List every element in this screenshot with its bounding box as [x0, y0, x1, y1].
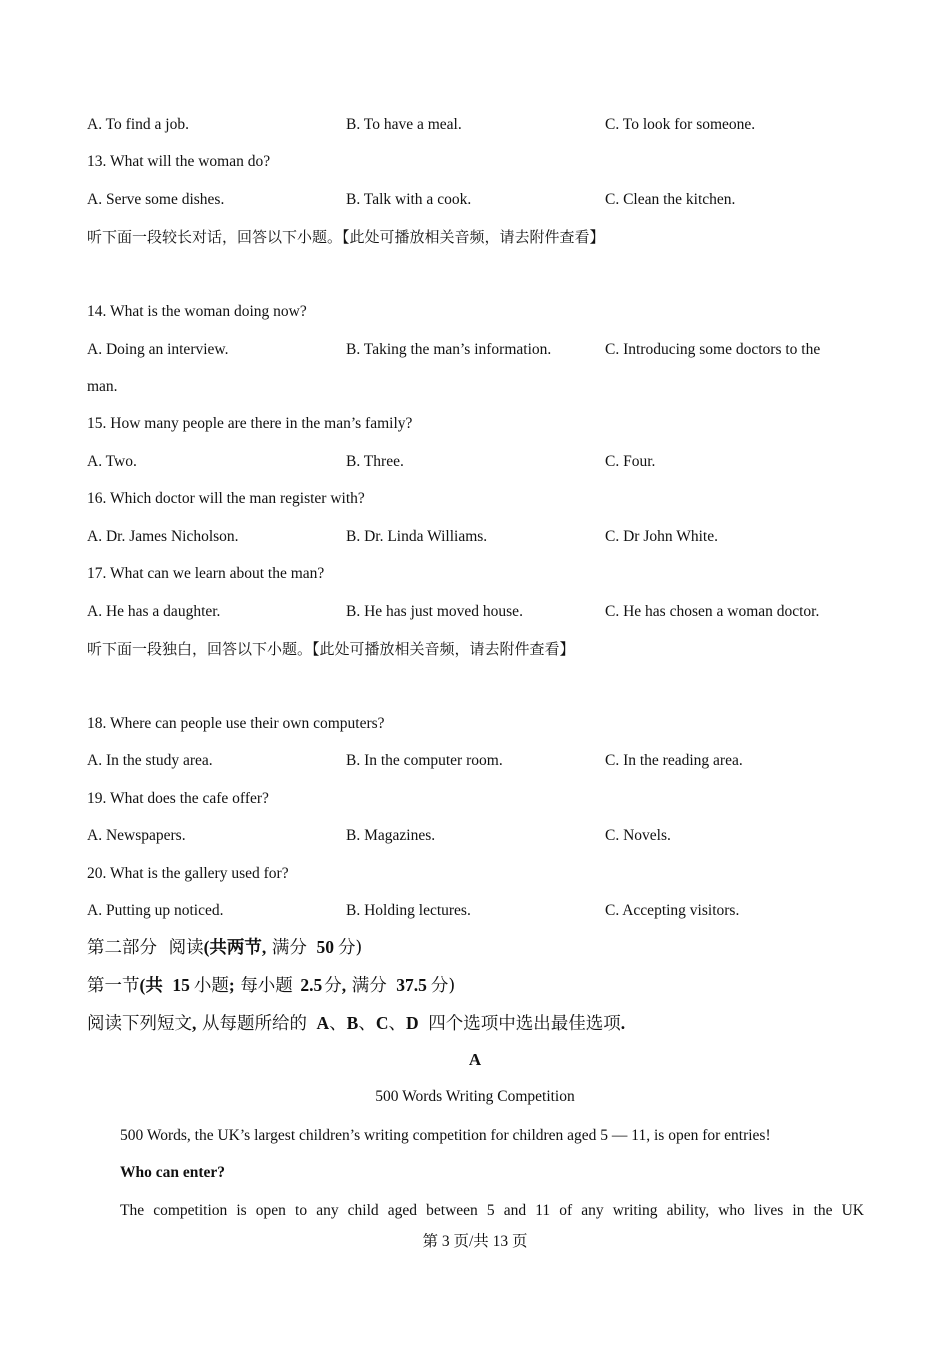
- q16-option-a: A. Dr. James Nicholson.: [87, 528, 239, 545]
- section1-full-score: 37.5: [396, 975, 427, 995]
- part2-score: 50: [316, 937, 334, 957]
- q19-option-c: C. Novels.: [605, 827, 671, 844]
- q12-option-a: A. To find a job.: [87, 116, 189, 133]
- q19-option-b: B. Magazines.: [346, 827, 436, 844]
- q15-option-b: B. Three.: [346, 453, 404, 470]
- q20-option-a: A. Putting up noticed.: [87, 902, 224, 919]
- section1-each-score: 2.5: [300, 975, 323, 995]
- reading-instruction-c: C: [375, 1013, 389, 1033]
- section1-questions-label: 小题: [193, 976, 229, 996]
- passage-subheading: Who can enter?: [120, 1164, 226, 1181]
- q17-option-a: A. He has a daughter.: [87, 603, 221, 620]
- part2-score-unit: 分): [337, 938, 363, 958]
- section1-open: (共: [139, 975, 163, 995]
- q15-stem: 15. How many people are there in the man’s family?: [87, 415, 413, 432]
- q14-option-c: C. Introducing some doctors to the: [605, 341, 821, 358]
- reading-instruction: [87, 1012, 625, 1035]
- part2-heading: [87, 936, 362, 959]
- section1-comma: ,: [341, 975, 347, 995]
- section1-each-unit: 分: [324, 976, 342, 996]
- reading-instruction-part1: 阅读下列短文: [87, 1014, 192, 1034]
- q16-option-c: C. Dr John White.: [605, 528, 718, 545]
- q20-option-c: C. Accepting visitors.: [605, 902, 740, 919]
- section1-heading: [87, 974, 455, 997]
- section1-title: 第一节: [87, 976, 140, 996]
- part2-comma: ,: [261, 937, 267, 957]
- q19-stem: 19. What does the cafe offer?: [87, 790, 269, 807]
- reading-instruction-sep2: 、: [358, 1014, 376, 1034]
- reading-instruction-period: .: [620, 1013, 626, 1033]
- q14-stem: 14. What is the woman doing now?: [87, 303, 307, 320]
- part2-count: (共两节: [203, 937, 262, 957]
- part2-title: 第二部分: [87, 938, 157, 958]
- reading-instruction-comma: ,: [192, 1013, 197, 1033]
- part2-subject: 阅读: [168, 938, 204, 958]
- q17-option-c: C. He has chosen a woman doctor.: [605, 603, 820, 620]
- section1-semicolon: ;: [228, 975, 235, 995]
- q18-option-b: B. In the computer room.: [346, 752, 503, 769]
- reading-instruction-b: B: [346, 1013, 359, 1033]
- section1-full-unit: 分): [430, 976, 456, 996]
- q18-stem: 18. Where can people use their own computers?: [87, 715, 385, 732]
- q14-option-a: A. Doing an interview.: [87, 341, 229, 358]
- section1-question-count: 15: [172, 975, 190, 995]
- q17-option-b: B. He has just moved house.: [346, 603, 523, 620]
- q15-option-c: C. Four.: [605, 453, 656, 470]
- passage-title: 500 Words Writing Competition: [375, 1088, 575, 1105]
- q18-option-c: C. In the reading area.: [605, 752, 743, 769]
- part2-full-score-label: 满分: [271, 938, 307, 958]
- q13-option-c: C. Clean the kitchen.: [605, 191, 736, 208]
- q16-option-b: B. Dr. Linda Williams.: [346, 528, 488, 545]
- q14-option-b: B. Taking the man’s information.: [346, 341, 552, 358]
- section1-each-label: 每小题: [240, 976, 293, 996]
- q16-stem: 16. Which doctor will the man register with?: [87, 490, 365, 507]
- q13-option-a: A. Serve some dishes.: [87, 191, 225, 208]
- q20-stem: 20. What is the gallery used for?: [87, 865, 289, 882]
- passage-label: A: [468, 1050, 482, 1069]
- instruction-long-dialogue: 听下面一段较长对话，回答以下小题。【此处可播放相关音频，请去附件查看】: [87, 228, 605, 246]
- section1-full-label: 满分: [351, 976, 387, 996]
- page-footer: 第 3 页/共 13 页: [422, 1233, 528, 1250]
- reading-instruction-sep3: 、: [388, 1014, 406, 1034]
- passage-body-line: The competition is open to any child aged between 5 and 11 of any writing ability, who lives in the UK: [120, 1202, 864, 1219]
- instruction-monologue: 听下面一段独白，回答以下小题。【此处可播放相关音频，请去附件查看】: [87, 640, 575, 658]
- q20-option-b: B. Holding lectures.: [346, 902, 471, 919]
- passage-intro: 500 Words, the UK’s largest children’s writing competition for children aged 5 — 11, is open for entries!: [120, 1127, 771, 1144]
- q15-option-a: A. Two.: [87, 453, 137, 470]
- q13-stem: 13. What will the woman do?: [87, 153, 271, 170]
- q13-option-b: B. Talk with a cook.: [346, 191, 472, 208]
- reading-instruction-a: A: [316, 1013, 330, 1033]
- reading-instruction-part3: 四个选项中选出最佳选项: [428, 1014, 621, 1034]
- reading-instruction-d: D: [406, 1013, 419, 1033]
- q17-stem: 17. What can we learn about the man?: [87, 565, 325, 582]
- q19-option-a: A. Newspapers.: [87, 827, 186, 844]
- q12-option-b: B. To have a meal.: [346, 116, 462, 133]
- reading-instruction-sep1: 、: [329, 1014, 347, 1034]
- reading-instruction-part2: 从每题所给的: [201, 1014, 307, 1034]
- q12-option-c: C. To look for someone.: [605, 116, 756, 133]
- q18-option-a: A. In the study area.: [87, 752, 213, 769]
- q14-option-c-continued: man.: [87, 378, 118, 395]
